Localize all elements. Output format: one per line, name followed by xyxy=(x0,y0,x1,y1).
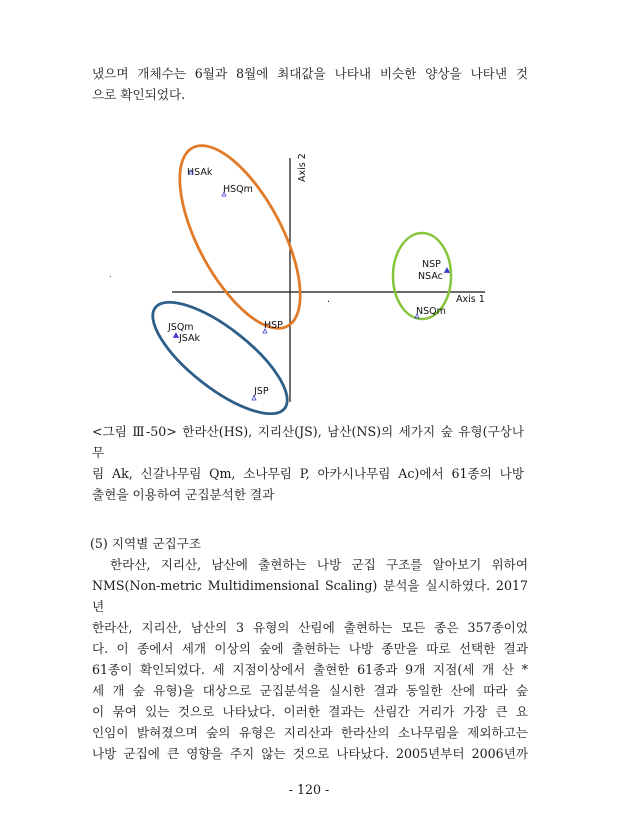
stray-dot: . xyxy=(109,270,112,279)
point-jsqm xyxy=(167,322,194,333)
point-label: NSP xyxy=(422,259,441,270)
intro-paragraph xyxy=(92,63,528,105)
point-label: JSQm xyxy=(168,322,194,333)
figure-caption xyxy=(92,421,524,505)
point-nsqm xyxy=(415,306,446,318)
text-line: 61종이 확인되었다. 세 지점이상에서 출현한 61종과 9개 지점(세 개 산 * xyxy=(92,662,528,677)
point-label: HSP xyxy=(264,320,283,331)
text-line: 세 개 숲 유형)을 대상으로 군집분석을 실시한 결과 동일한 산에 따라 숲 xyxy=(92,683,528,698)
point-label: HSQm xyxy=(223,184,253,195)
point-jsp xyxy=(252,386,269,400)
point-hsqm xyxy=(222,184,253,196)
point-nsac xyxy=(418,268,450,282)
text-line: NMS(Non-metric Multidimensional Scaling) 분석을 실시하였다. 2017년 xyxy=(92,578,528,614)
text-line: 인임이 밝혀졌으며 숲의 유형은 지리산과 한라산의 소나무림을 제외하고는 xyxy=(92,725,528,740)
caption-line: <그림 Ⅲ-50> 한라산(HS), 지리산(JS), 남산(NS)의 세가지 숲 유형(구상나무 xyxy=(92,424,524,460)
section-heading: (5) 지역별 군집구조 xyxy=(90,536,202,551)
point-label: JSP xyxy=(254,386,269,397)
nms-scatter-chart xyxy=(150,140,490,415)
cluster-js-ellipse xyxy=(150,284,303,415)
point-hsak xyxy=(187,167,213,178)
text-line: 나방 군집에 큰 영향을 주지 않는 것으로 나타났다. 2005년부터 2006년까 xyxy=(92,746,528,761)
point-hsp xyxy=(263,320,283,333)
point-label: NSQm xyxy=(416,306,446,317)
point-nsp xyxy=(422,259,441,270)
point-jsak xyxy=(174,333,201,344)
point-label: JSAk xyxy=(179,333,201,344)
text-line: 한라산, 지리산, 남산의 3 유형의 산림에 출현하는 모든 종은 357종이었 xyxy=(92,620,528,635)
text-line: 이 묶여 있는 것으로 나타났다. 이러한 결과는 산림간 거리가 가장 큰 요 xyxy=(92,704,528,719)
text-line: 냈으며 개체수는 6월과 8월에 최대값을 나타내 비슷한 양상을 나타낸 것 xyxy=(92,66,528,81)
point-label: HSAk xyxy=(187,167,213,178)
text-line: 한라산, 지리산, 남산에 출현하는 나방 군집 구조를 알아보기 위하여 xyxy=(110,557,528,572)
caption-line: 림 Ak, 신갈나무림 Qm, 소나무림 P, 아카시나무림 Ac)에서 61종의 나방 xyxy=(92,466,524,481)
text-line: 다. 이 종에서 세개 이상의 숲에 출현하는 나방 종만을 따로 선택한 결과 xyxy=(92,641,528,656)
stray-dot: . xyxy=(327,294,331,305)
y-axis-label: Axis 2 xyxy=(297,153,308,182)
point-label: NSAc xyxy=(418,271,443,282)
section-body xyxy=(92,533,528,764)
caption-line: 출현을 이용하여 군집분석한 결과 xyxy=(92,487,275,502)
x-axis-label: Axis 1 xyxy=(456,294,485,305)
text-line: 으로 확인되었다. xyxy=(92,87,186,102)
page-number: - 120 - xyxy=(288,782,330,797)
